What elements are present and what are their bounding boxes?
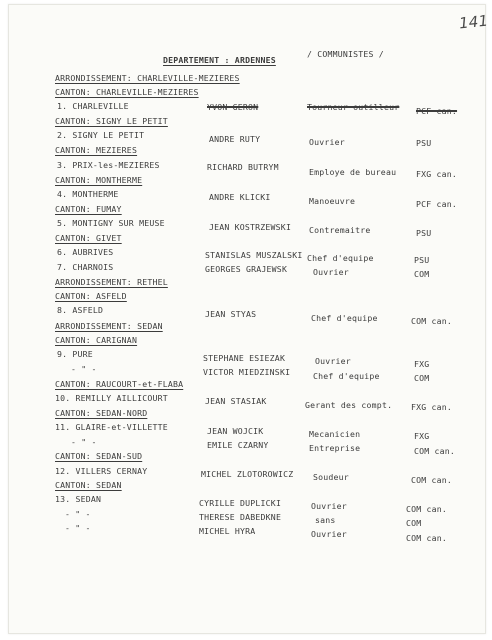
- commune: 7. CHARNOIS: [57, 262, 114, 272]
- ditto-mark: - " -: [65, 509, 91, 519]
- canton-heading: CANTON: MONTHERME: [55, 175, 143, 185]
- party-heading: / COMMUNISTES /: [307, 49, 384, 59]
- commune: 3. PRIX-les-MEZIERES: [57, 160, 160, 170]
- candidate-name: JEAN STASIAK: [205, 396, 267, 406]
- occupation: Ouvrier: [309, 137, 345, 147]
- candidate-name: RICHARD BUTRYM: [207, 162, 279, 172]
- canton-heading: CANTON: CHARLEVILLE-MEZIERES: [55, 87, 199, 97]
- commune: 11. GLAIRE-et-VILLETTE: [55, 422, 168, 432]
- canton-heading: CANTON: CARIGNAN: [55, 335, 138, 345]
- commune: 5. MONTIGNY SUR MEUSE: [57, 218, 165, 228]
- canton-heading: CANTON: SEDAN-NORD: [55, 408, 148, 418]
- party-code: FXG: [414, 431, 430, 441]
- occupation: Ouvrier: [311, 501, 347, 511]
- canton-heading: CANTON: ASFELD: [55, 291, 127, 301]
- occupation: Chef d'equipe: [307, 253, 374, 263]
- occupation: Chef d'equipe: [313, 371, 380, 381]
- ditto-mark: - " -: [71, 364, 97, 374]
- commune: 12. VILLERS CERNAY: [55, 466, 148, 476]
- occupation: Contremaitre: [309, 225, 371, 235]
- party-code: PCF can.: [416, 199, 458, 209]
- occupation: Entreprise: [309, 443, 361, 453]
- candidate-name: THERESE DABEDKNE: [199, 512, 282, 522]
- party-code: PSU: [416, 228, 432, 238]
- canton-heading: CANTON: SEDAN-SUD: [55, 451, 143, 461]
- party-code: COM can.: [411, 316, 453, 326]
- canton-heading: CANTON: FUMAY: [55, 204, 122, 214]
- arrondissement-heading: ARRONDISSEMENT: SEDAN: [55, 321, 163, 331]
- candidate-name: CYRILLE DUPLICKI: [199, 498, 282, 508]
- occupation: Gerant des compt.: [305, 400, 393, 410]
- canton-heading: CANTON: RAUCOURT-et-FLABA: [55, 379, 184, 389]
- occupation: Mecanicien: [309, 429, 361, 439]
- party-code: COM can.: [414, 446, 456, 456]
- occupation: Ouvrier: [315, 356, 351, 366]
- party-code: COM can.: [411, 475, 453, 485]
- candidate-name: JEAN STYAS: [205, 309, 257, 319]
- ditto-mark: - " -: [71, 437, 97, 447]
- party-code: FXG: [414, 359, 430, 369]
- party-code: COM can.: [406, 504, 448, 514]
- occupation: Tourneur outilleur: [307, 102, 400, 112]
- candidate-name: VICTOR MIEDZINSKI: [203, 367, 291, 377]
- candidate-name: JEAN KOSTRZEWSKI: [209, 222, 292, 232]
- canton-heading: CANTON: GIVET: [55, 233, 122, 243]
- candidate-name: MICHEL ZLOTOROWICZ: [201, 469, 294, 479]
- candidate-name: EMILE CZARNY: [207, 440, 269, 450]
- party-code: FXG can.: [411, 402, 453, 412]
- candidate-name: MICHEL HYRA: [199, 526, 256, 536]
- canton-heading: CANTON: MEZIERES: [55, 145, 138, 155]
- party-code: COM: [406, 518, 422, 528]
- occupation: sans: [315, 515, 336, 525]
- candidate-name: YVON GERON: [207, 102, 259, 112]
- candidate-name: JEAN WOJCIK: [207, 426, 264, 436]
- commune: 1. CHARLEVILLE: [57, 101, 129, 111]
- canton-heading: CANTON: SEDAN: [55, 480, 122, 490]
- candidate-name: STANISLAS MUSZALSKI: [205, 250, 303, 260]
- commune: 6. AUBRIVES: [57, 247, 114, 257]
- commune: 2. SIGNY LE PETIT: [57, 130, 145, 140]
- arrondissement-heading: ARRONDISSEMENT: CHARLEVILLE-MEZIERES: [55, 73, 240, 83]
- candidate-name: GEORGES GRAJEWSK: [205, 264, 288, 274]
- arrondissement-heading: ARRONDISSEMENT: RETHEL: [55, 277, 168, 287]
- party-code: COM: [414, 269, 430, 279]
- candidate-name: ANDRE RUTY: [209, 134, 261, 144]
- occupation: Ouvrier: [313, 267, 349, 277]
- party-code: PSU: [416, 138, 432, 148]
- canton-heading: CANTON: SIGNY LE PETIT: [55, 116, 168, 126]
- occupation: Chef d'equipe: [311, 313, 378, 323]
- occupation: Soudeur: [313, 472, 349, 482]
- commune: 9. PURE: [57, 349, 93, 359]
- occupation: Manoeuvre: [309, 196, 356, 206]
- party-code: PCF can.: [416, 106, 458, 116]
- ditto-mark: - " -: [65, 523, 91, 533]
- page-number: 141: [458, 11, 490, 33]
- document-page: [8, 4, 490, 634]
- department-heading: DEPARTEMENT : ARDENNES: [163, 55, 276, 65]
- commune: 4. MONTHERME: [57, 189, 119, 199]
- commune: 10. REMILLY AILLICOURT: [55, 393, 168, 403]
- party-code: PSU: [414, 255, 430, 265]
- candidate-name: ANDRE KLICKI: [209, 192, 271, 202]
- commune: 8. ASFELD: [57, 305, 104, 315]
- occupation: Employe de bureau: [309, 167, 397, 177]
- party-code: COM can.: [406, 533, 448, 543]
- candidate-name: STEPHANE ESIEZAK: [203, 353, 286, 363]
- occupation: Ouvrier: [311, 529, 347, 539]
- party-code: COM: [414, 373, 430, 383]
- commune: 13. SEDAN: [55, 494, 102, 504]
- party-code: FXG can.: [416, 169, 458, 179]
